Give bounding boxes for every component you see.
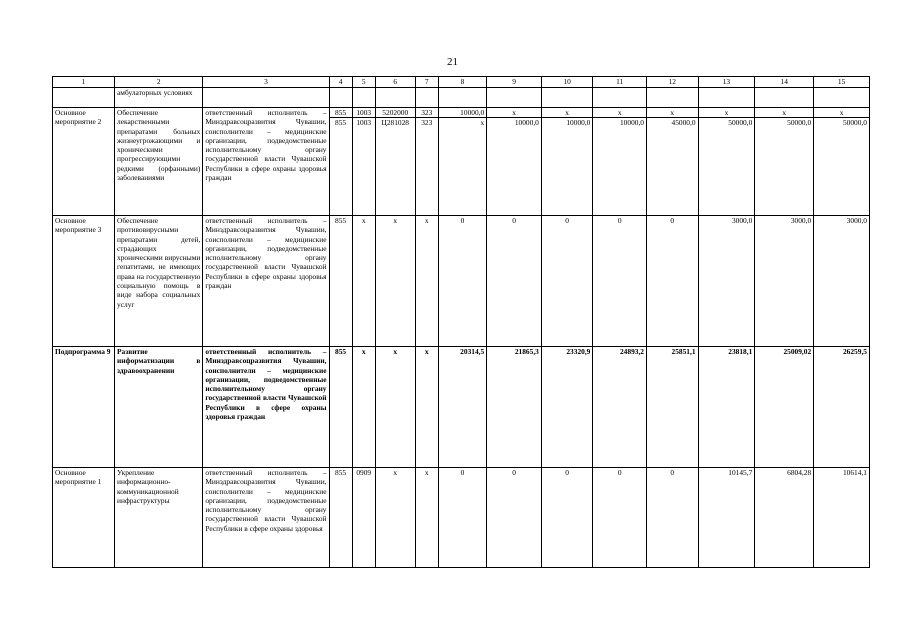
header-cell: 7 <box>415 77 438 88</box>
cell-value: x <box>439 117 486 127</box>
header-row <box>53 77 870 88</box>
cell-value: x <box>375 216 415 347</box>
cell-value: 323 <box>416 117 438 127</box>
table-row <box>53 108 870 216</box>
cell-value: 0 <box>593 468 647 568</box>
header-cell: 3 <box>203 77 329 88</box>
cell-value: 23320,9 <box>541 347 593 468</box>
cell-value: x <box>782 108 787 117</box>
header-cell: 8 <box>438 77 486 88</box>
row-description: Обеспечение лекарственными препаратами больных жизнеугрожающими и хроническими прогрессирующими редкими (орфанными) заболеваниями <box>115 108 203 216</box>
table-row <box>53 216 870 347</box>
row-label: Основное мероприятие 1 <box>53 468 115 568</box>
cell-value: 10145,7 <box>698 468 755 568</box>
header-cell: 2 <box>115 77 203 88</box>
cell-value: 45000,0 <box>647 117 698 127</box>
cell-value: x <box>375 347 415 468</box>
cell-value: x <box>670 108 675 117</box>
cell-value: 855 <box>329 468 352 568</box>
cell-value: x <box>512 108 516 117</box>
table-row <box>53 347 870 468</box>
cell-value: x <box>375 468 415 568</box>
cell-value: 1003 <box>356 108 372 117</box>
cell-value: 10000,0 <box>593 117 646 127</box>
cell-value: 0 <box>541 468 593 568</box>
header-cell: 6 <box>375 77 415 88</box>
header-cell: 10 <box>541 77 593 88</box>
row-executor: ответственный исполнитель – Минздравсоцразвития Чувашии, соисполнители – медицинские организации, подведомственные исполнительному органу государственной власти Чувашской Республики в сфере охраны здоровья граждан <box>203 108 329 216</box>
cell-value: 10000,0 <box>487 117 541 127</box>
cell-value: 50000,0 <box>699 117 755 127</box>
cell-value: 20314,5 <box>438 347 486 468</box>
cell-value: 0909 <box>352 468 375 568</box>
header-cell: 9 <box>487 77 542 88</box>
cell-value: 3000,0 <box>814 216 870 347</box>
cell-value: 10614,1 <box>814 468 870 568</box>
header-cell: 1 <box>53 77 115 88</box>
continuation-text: амбулаторных условиях <box>115 88 203 108</box>
row-executor: ответственный исполнитель – Минздравсоцразвития Чувашии, соисполнители – медицинские организации, подведомственные исполнительному органу государственной власти Чувашской Республики в сфере охраны здоровья <box>203 468 329 568</box>
continuation-row <box>53 88 870 108</box>
cell-value: 0 <box>487 468 542 568</box>
header-cell: 14 <box>755 77 814 88</box>
row-description: Обеспечение противовирусными препаратами детей, страдающих хроническими вирусными гепатитами, не имеющих права на государственную социальную помощь в виде набора социальных услуг <box>115 216 203 347</box>
cell-value: 0 <box>541 216 593 347</box>
cell-value: 50000,0 <box>755 117 813 127</box>
cell-value: x <box>352 347 375 468</box>
cell-value: 10000,0 <box>460 108 485 117</box>
cell-value: 323 <box>421 108 433 117</box>
cell-value: x <box>415 347 438 468</box>
table-row <box>53 468 870 568</box>
page-number: 21 <box>447 56 458 68</box>
row-executor: ответственный исполнитель – Минздравсоцразвития Чувашии, соисполнители – медицинские организации, подведомственные исполнительному органу государственной власти Чувашской Республики в сфере охраны здоровья граждан <box>203 216 329 347</box>
cell-value: 21865,3 <box>487 347 542 468</box>
header-cell: 11 <box>593 77 647 88</box>
cell-value: 855 <box>335 108 347 117</box>
cell-value: 3000,0 <box>698 216 755 347</box>
header-cell: 13 <box>698 77 755 88</box>
cell-value: 0 <box>593 216 647 347</box>
cell-value: 3000,0 <box>755 216 814 347</box>
cell-value: 24893,2 <box>593 347 647 468</box>
cell-value: Ц281028 <box>376 117 415 127</box>
cell-value: x <box>617 108 622 117</box>
cell-value: x <box>415 216 438 347</box>
row-label: Основное мероприятие 2 <box>53 108 115 216</box>
cell-value: 10000,0 <box>542 117 593 127</box>
cell-value: 0 <box>647 216 699 347</box>
cell-value: 0 <box>647 468 699 568</box>
cell-value: x <box>565 108 569 117</box>
cell-value: 855 <box>329 347 352 468</box>
budget-table <box>52 76 870 568</box>
header-cell: 15 <box>814 77 870 88</box>
cell-value: x <box>724 108 729 117</box>
cell-value: 5202000 <box>382 108 409 117</box>
header-cell: 4 <box>329 77 352 88</box>
cell-value: 26259,5 <box>814 347 870 468</box>
row-label: Основное мероприятие 3 <box>53 216 115 347</box>
cell-value: 25009,02 <box>755 347 814 468</box>
cell-value: 25851,1 <box>647 347 699 468</box>
cell-value: 0 <box>438 468 486 568</box>
row-executor: ответственный исполнитель – Минздравсоцразвития Чувашии, соисполнители – медицинские организации, подведомственные исполнительному органу государственной власти Чувашской Республики в сфере охраны здоровья граждан <box>203 347 329 468</box>
cell-value: x <box>352 216 375 347</box>
cell-value: x <box>415 468 438 568</box>
cell-value: x <box>839 108 844 117</box>
row-label: Подпрограмма 9 <box>53 347 115 468</box>
cell-value: 50000,0 <box>814 117 869 127</box>
header-cell: 5 <box>352 77 375 88</box>
cell-value: 0 <box>438 216 486 347</box>
cell-value: 855 <box>330 117 352 127</box>
header-cell: 12 <box>647 77 699 88</box>
row-description: Укрепление информационно-коммуникационной инфраструктуры <box>115 468 203 568</box>
cell-value: 23818,1 <box>698 347 755 468</box>
cell-value: 855 <box>329 216 352 347</box>
cell-value: 6804,28 <box>755 468 814 568</box>
cell-value: 1003 <box>353 117 375 127</box>
row-description: Развитие информатизации в здравоохранении <box>115 347 203 468</box>
cell-value: 0 <box>487 216 542 347</box>
